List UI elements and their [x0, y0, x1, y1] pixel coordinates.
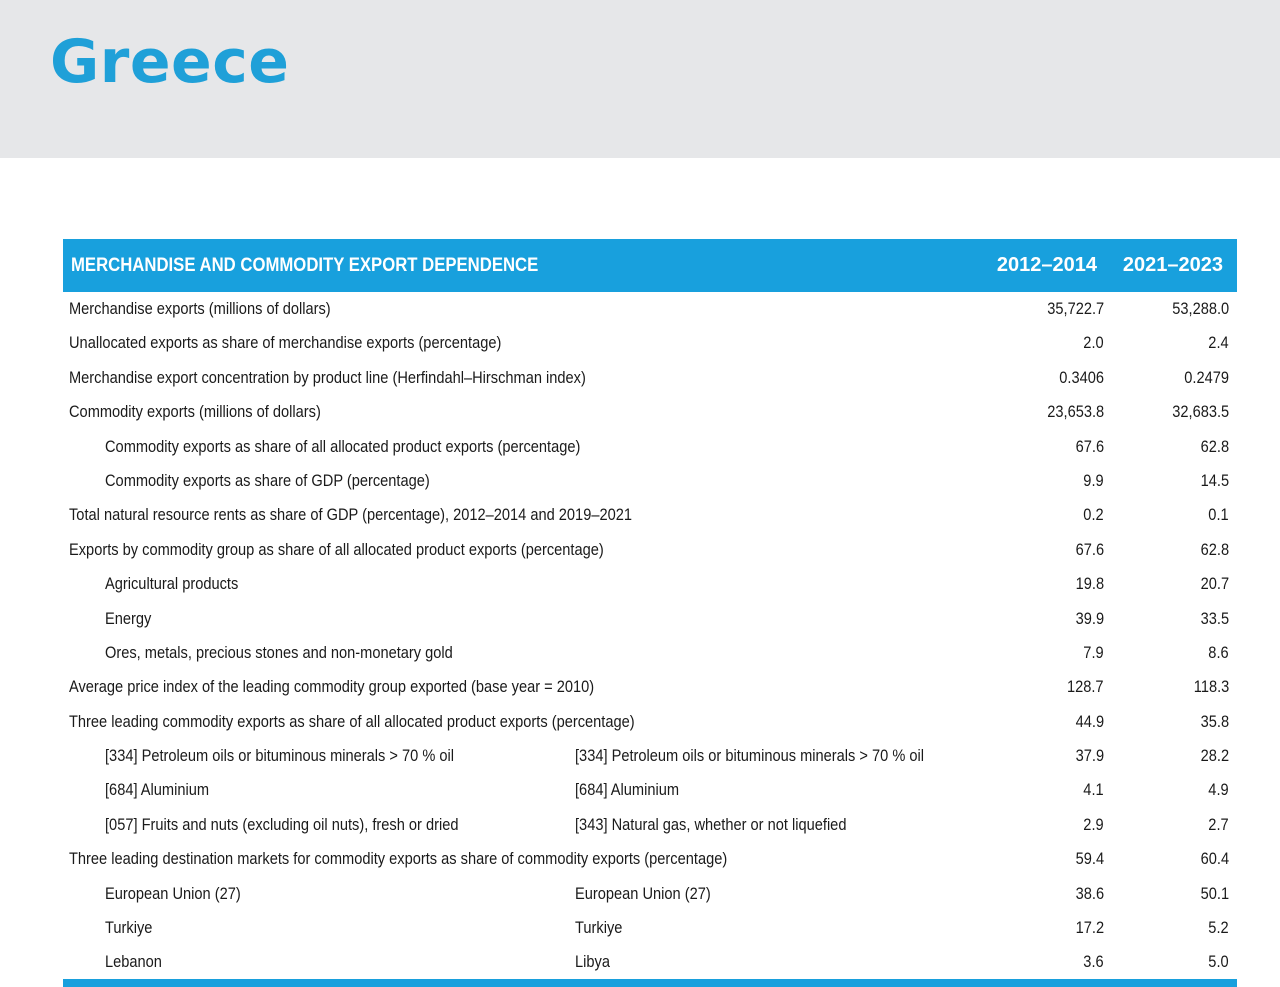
value-2012-2014: 2.0 [1083, 333, 1104, 353]
value-2012-2014: 23,653.8 [1047, 402, 1104, 422]
row-label: Total natural resource rents as share of GDP (percentage), 2012–2014 and 2019–2021 [69, 505, 632, 525]
table-row [63, 636, 1237, 670]
table-body [63, 292, 1237, 980]
value-2021-2023: 5.2 [1208, 918, 1229, 938]
value-2012-2014: 38.6 [1075, 883, 1104, 903]
value-2012-2014: 2.9 [1083, 814, 1104, 834]
row-label: Three leading commodity exports as share of all allocated product exports (percentage) [69, 711, 635, 731]
value-2012-2014: 0.2 [1083, 505, 1104, 525]
value-2021-2023: 2.4 [1208, 333, 1229, 353]
table-row [63, 911, 1237, 945]
value-2012-2014: 128.7 [1067, 677, 1104, 697]
value-2021-2023: 53,288.0 [1172, 299, 1229, 318]
value-2012-2014: 37.9 [1075, 746, 1104, 766]
value-2012-2014: 3.6 [1083, 952, 1104, 972]
row-label: Turkiye [105, 918, 153, 938]
table-row [63, 464, 1237, 498]
row-label: Lebanon [105, 952, 162, 972]
table-header [63, 239, 1237, 292]
value-2021-2023: 35.8 [1200, 711, 1229, 731]
value-2021-2023: 20.7 [1200, 574, 1229, 594]
row-label-2021-2023: [343] Natural gas, whether or not liquefied [575, 814, 847, 834]
table-row [63, 533, 1237, 567]
table-row [63, 567, 1237, 601]
value-2012-2014: 59.4 [1075, 849, 1104, 869]
value-2021-2023: 2.7 [1208, 814, 1229, 834]
row-label-2021-2023: [684] Aluminium [575, 780, 680, 800]
row-label: Energy [105, 608, 152, 628]
title-banner [0, 0, 1280, 158]
row-label: Merchandise exports (millions of dollars) [69, 299, 331, 318]
value-2021-2023: 118.3 [1193, 677, 1229, 697]
value-2012-2014: 39.9 [1075, 608, 1104, 628]
table-row [63, 395, 1237, 429]
value-2021-2023: 0.2479 [1184, 367, 1229, 387]
value-2021-2023: 62.8 [1200, 436, 1229, 456]
value-2021-2023: 0.1 [1208, 505, 1229, 525]
value-2021-2023: 33.5 [1200, 608, 1229, 628]
table-bottom-rule [63, 979, 1237, 987]
table-row [63, 602, 1237, 636]
row-label: Agricultural products [105, 574, 239, 594]
table-header-title: MERCHANDISE AND COMMODITY EXPORT DEPENDENCE [71, 255, 539, 276]
row-label: Commodity exports as share of all allocated product exports (percentage) [105, 436, 581, 456]
row-label: Three leading destination markets for commodity exports as share of commodity exports (percentage) [69, 849, 728, 869]
table-row [63, 705, 1237, 739]
value-2012-2014: 4.1 [1083, 780, 1104, 800]
table-row [63, 430, 1237, 464]
value-2012-2014: 67.6 [1075, 436, 1104, 456]
value-2012-2014: 7.9 [1083, 642, 1104, 662]
row-label-2021-2023: [334] Petroleum oils or bituminous minerals > 70 % oil [575, 746, 925, 766]
value-2021-2023: 4.9 [1208, 780, 1229, 800]
table-row [63, 498, 1237, 532]
table-row [63, 808, 1237, 842]
row-label: Exports by commodity group as share of all allocated product exports (percentage) [69, 539, 604, 559]
value-2012-2014: 67.6 [1075, 539, 1104, 559]
row-label-2021-2023: Libya [575, 952, 610, 972]
value-2021-2023: 60.4 [1200, 849, 1229, 869]
column-header-2012-2014: 2012–2014 [996, 254, 1097, 276]
row-label: Commodity exports (millions of dollars) [69, 402, 321, 422]
value-2012-2014: 19.8 [1075, 574, 1104, 594]
page-title: Greece [50, 27, 290, 97]
value-2012-2014: 17.2 [1075, 918, 1104, 938]
value-2012-2014: 44.9 [1075, 711, 1104, 731]
value-2021-2023: 62.8 [1200, 539, 1229, 559]
table-row [63, 292, 1237, 326]
row-label: Average price index of the leading commodity group exported (base year = 2010) [69, 677, 595, 697]
value-2021-2023: 28.2 [1200, 746, 1229, 766]
row-label: Unallocated exports as share of merchandise exports (percentage) [69, 333, 502, 353]
value-2021-2023: 5.0 [1208, 952, 1229, 972]
row-label: [684] Aluminium [105, 780, 210, 800]
value-2021-2023: 32,683.5 [1172, 402, 1229, 422]
row-label-2021-2023: Turkiye [575, 918, 623, 938]
table-row [63, 945, 1237, 979]
table-row [63, 877, 1237, 911]
column-header-2021-2023: 2021–2023 [1122, 254, 1223, 276]
row-label: Merchandise export concentration by product line (Herfindahl–Hirschman index) [69, 367, 586, 387]
row-label: European Union (27) [105, 883, 241, 903]
table-row [63, 739, 1237, 773]
value-2012-2014: 9.9 [1083, 470, 1104, 490]
row-label: Commodity exports as share of GDP (percentage) [105, 470, 430, 490]
table-row [63, 773, 1237, 807]
value-2021-2023: 50.1 [1200, 883, 1229, 903]
table-row [63, 361, 1237, 395]
row-label: [334] Petroleum oils or bituminous minerals > 70 % oil [105, 746, 455, 766]
row-label: [057] Fruits and nuts (excluding oil nuts), fresh or dried [105, 814, 459, 834]
value-2012-2014: 35,722.7 [1047, 299, 1104, 318]
value-2012-2014: 0.3406 [1059, 367, 1104, 387]
row-label-2021-2023: European Union (27) [575, 883, 711, 903]
value-2021-2023: 8.6 [1208, 642, 1229, 662]
value-2021-2023: 14.5 [1200, 470, 1229, 490]
table-row [63, 326, 1237, 360]
table-row [63, 842, 1237, 876]
row-label: Ores, metals, precious stones and non-monetary gold [105, 642, 453, 662]
table-row [63, 670, 1237, 704]
